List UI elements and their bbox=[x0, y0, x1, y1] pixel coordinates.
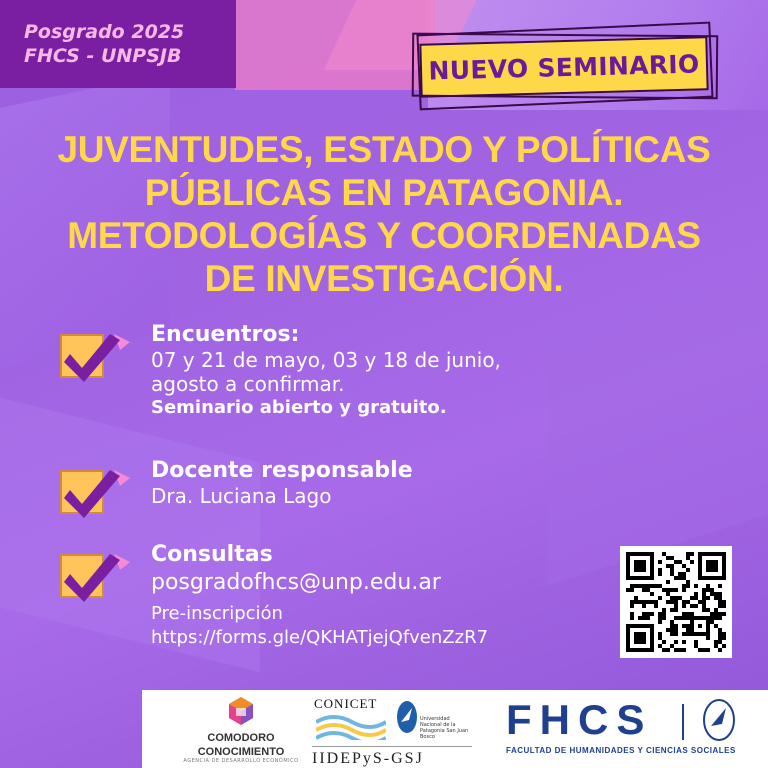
cc-subtitle: AGENCIA DE DESARROLLO ECONÓMICO bbox=[183, 758, 299, 764]
consultas-heading: Consultas bbox=[151, 542, 273, 567]
program-label bbox=[0, 0, 236, 88]
fhcs-subtitle: FACULTAD DE HUMANIDADES Y CIENCIAS SOCIALES bbox=[506, 746, 736, 755]
unp-seal-icon bbox=[396, 700, 418, 734]
cc-name-1: COMODORO bbox=[207, 732, 275, 744]
preinscripcion-link[interactable]: https://forms.gle/QKHATjejQfvenZzR7 bbox=[151, 627, 489, 648]
cc-name-2: CONOCIMIENTO bbox=[197, 746, 285, 758]
unp-label: Universidad Nacional de la Patagonia San Juan Bosco bbox=[420, 716, 469, 740]
title-line: DE INVESTIGACIÓN. bbox=[204, 258, 564, 299]
encuentros-dates-more: agosto a confirmar. bbox=[151, 372, 345, 396]
qr-code[interactable] bbox=[620, 546, 732, 658]
contact-email-link[interactable]: posgradofhcs@unp.edu.ar bbox=[151, 570, 441, 595]
docente-heading: Docente responsable bbox=[151, 458, 413, 483]
comodoro-conocimiento-logo bbox=[176, 696, 306, 764]
checkbox-icon bbox=[60, 548, 108, 596]
conicet-wave-icon bbox=[316, 714, 386, 740]
title-line: PÚBLICAS EN PATAGONIA. bbox=[144, 172, 624, 213]
footer-logos bbox=[142, 690, 768, 768]
program-year: Posgrado 2025 bbox=[24, 21, 185, 43]
badge-label: NUEVO SEMINARIO bbox=[428, 48, 700, 86]
bg-shape bbox=[548, 264, 768, 585]
encuentros-note: Seminario abierto y gratuito. bbox=[151, 397, 447, 418]
qr-code-image bbox=[626, 552, 726, 652]
conicet-label: CONICET bbox=[314, 696, 378, 711]
preinscripcion-label: Pre-inscripción bbox=[151, 603, 283, 624]
new-seminar-badge bbox=[419, 36, 708, 98]
fhcs-seal-icon bbox=[702, 698, 736, 742]
program-faculty: FHCS - UNPSJB bbox=[24, 45, 182, 67]
checkbox-icon bbox=[60, 464, 108, 512]
encuentros-dates: 07 y 21 de mayo, 03 y 18 de junio, bbox=[151, 348, 501, 372]
title-line: METODOLOGÍAS Y COORDENADAS bbox=[67, 215, 701, 256]
docente-name: Dra. Luciana Lago bbox=[151, 484, 332, 508]
iidepys-label: IIDEPyS-GSJ bbox=[312, 750, 424, 767]
divider bbox=[682, 704, 684, 740]
title-line: JUVENTUDES, ESTADO Y POLÍTICAS bbox=[57, 129, 711, 170]
checkbox-icon bbox=[60, 328, 108, 376]
seminar-title bbox=[30, 128, 738, 300]
divider bbox=[312, 746, 472, 747]
comodoro-logo-icon bbox=[226, 696, 256, 726]
encuentros-heading: Encuentros: bbox=[151, 322, 300, 347]
fhcs-wordmark: FHCS bbox=[506, 696, 653, 743]
